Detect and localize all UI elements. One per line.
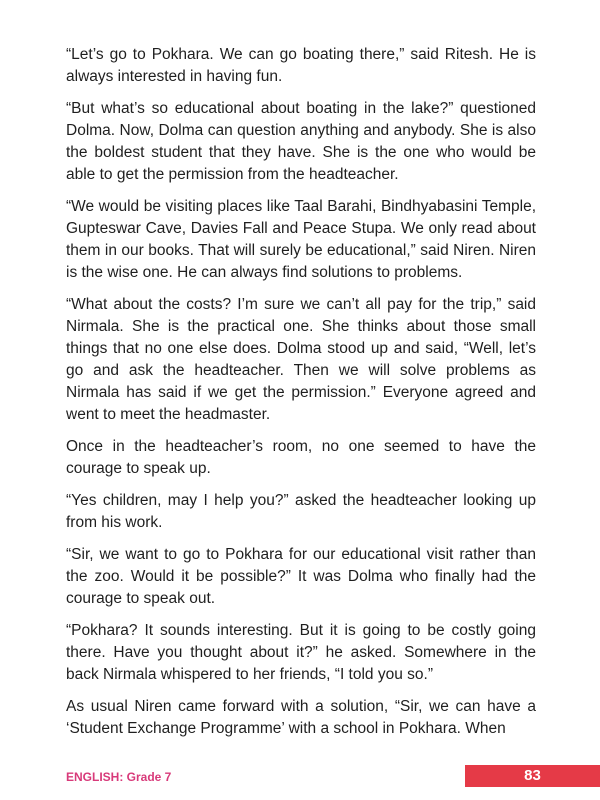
paragraph-4: “What about the costs? I’m sure we can’t all pay for the trip,” said Nirmala. She is the practical one. She thinks about those small things that no one else does. Dolma stood up and said, “Well, let’s go and ask the headteacher. Then we will solve problems as Nirmala has said if we get the permission.” Everyone agreed and went to meet the headmaster. [66,296,536,423]
paragraph-1: “Let’s go to Pokhara. We can go boating there,” said Ritesh. He is always interested in having fun. [66,46,536,85]
paragraph-8: “Pokhara? It sounds interesting. But it is going to be costly going there. Have you thought about it?” he asked. Somewhere in the back Nirmala whispered to her friends, “I told you so.” [66,622,536,683]
page-number-badge [465,765,600,787]
paragraph-6: “Yes children, may I help you?” asked the headteacher looking up from his work. [66,492,536,531]
story-text [66,44,536,750]
paragraph-2: “But what’s so educational about boating in the lake?” questioned Dolma. Now, Dolma can question anything and anybody. She is also the boldest student that they have. She is the one who would be able to get the permission from the headteacher. [66,100,536,183]
paragraph-3: “We would be visiting places like Taal Barahi, Bindhyabasini Temple, Gupteswar Cave, Davies Fall and Peace Stupa. We only read about them in our books. That will surely be educational,” said Niren. Niren is the wise one. He can always find solutions to problems. [66,198,536,281]
paragraph-7: “Sir, we want to go to Pokhara for our educational visit rather than the zoo. Would it be possible?” It was Dolma who finally had the courage to speak out. [66,546,536,607]
paragraph-5: Once in the headteacher’s room, no one seemed to have the courage to speak up. [66,438,536,477]
paragraph-9: As usual Niren came forward with a solution, “Sir, we can have a ‘Student Exchange Programme’ with a school in Pokhara. When [66,698,536,737]
footer-book-title: ENGLISH: Grade 7 [66,770,172,784]
page-number: 83 [524,767,541,784]
